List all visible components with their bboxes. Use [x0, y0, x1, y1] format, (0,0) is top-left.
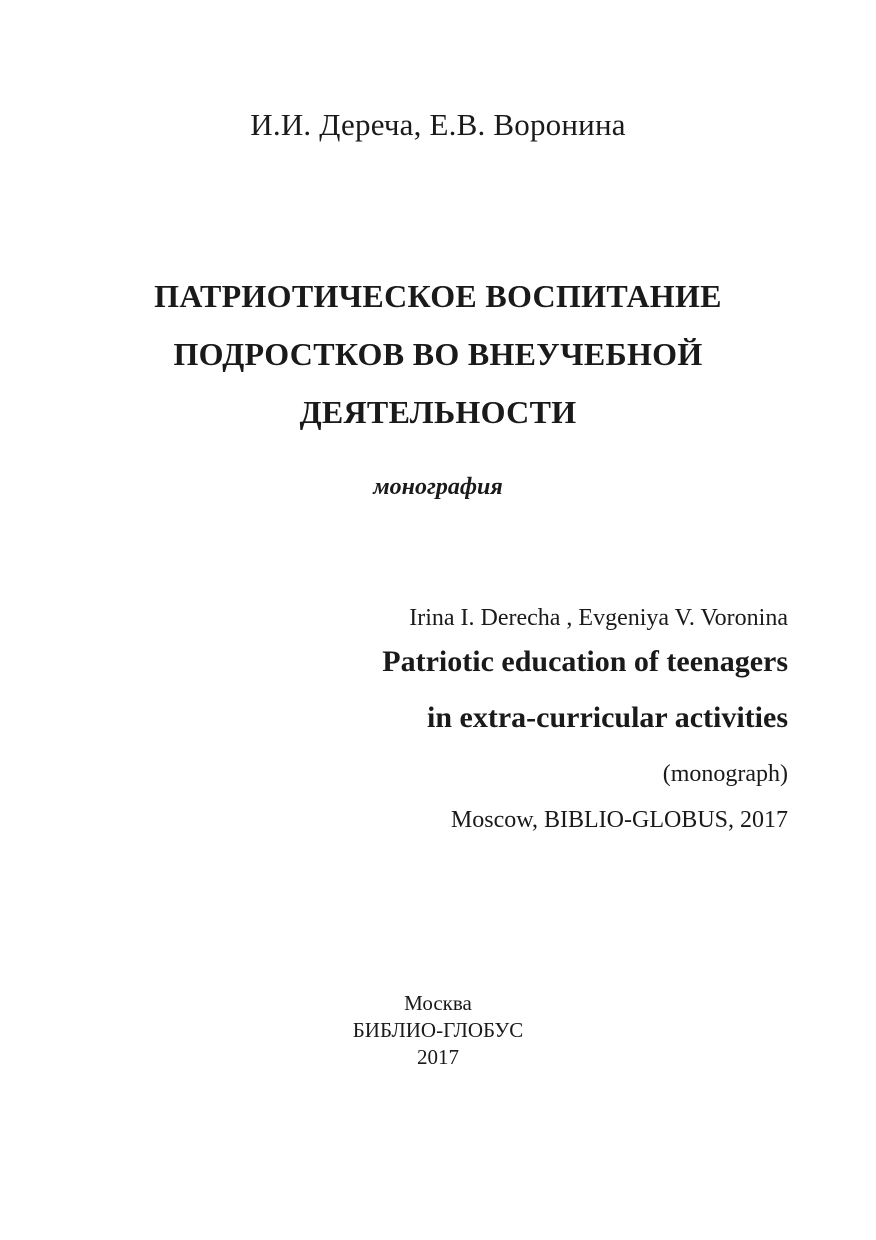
title-ru-line: ДЕЯТЕЛЬНОСТИ — [299, 394, 577, 430]
english-title-block — [148, 600, 788, 840]
authors-english: Irina I. Derecha , Evgeniya V. Voronina — [409, 605, 788, 631]
title-en-line: in extra-curricular activities — [427, 701, 788, 734]
book-title-russian — [0, 276, 876, 450]
genre-english: (monograph) — [662, 761, 788, 787]
imprint-russian — [0, 990, 876, 1071]
imprint-publisher: БИБЛИО-ГЛОБУС — [352, 1018, 524, 1042]
imprint-city: Москва — [404, 991, 472, 1015]
authors-russian: И.И. Дереча, Е.В. Воронина — [250, 107, 626, 142]
title-ru-line: ПОДРОСТКОВ ВО ВНЕУЧЕБНОЙ — [173, 336, 703, 372]
title-ru-line: ПАТРИОТИЧЕСКОЕ ВОСПИТАНИЕ — [154, 278, 722, 314]
genre-russian: монография — [373, 474, 503, 500]
imprint-year: 2017 — [417, 1045, 459, 1069]
title-en-line: Patriotic education of teenagers — [382, 645, 788, 678]
imprint-english: Moscow, BIBLIO-GLOBUS, 2017 — [450, 807, 788, 833]
